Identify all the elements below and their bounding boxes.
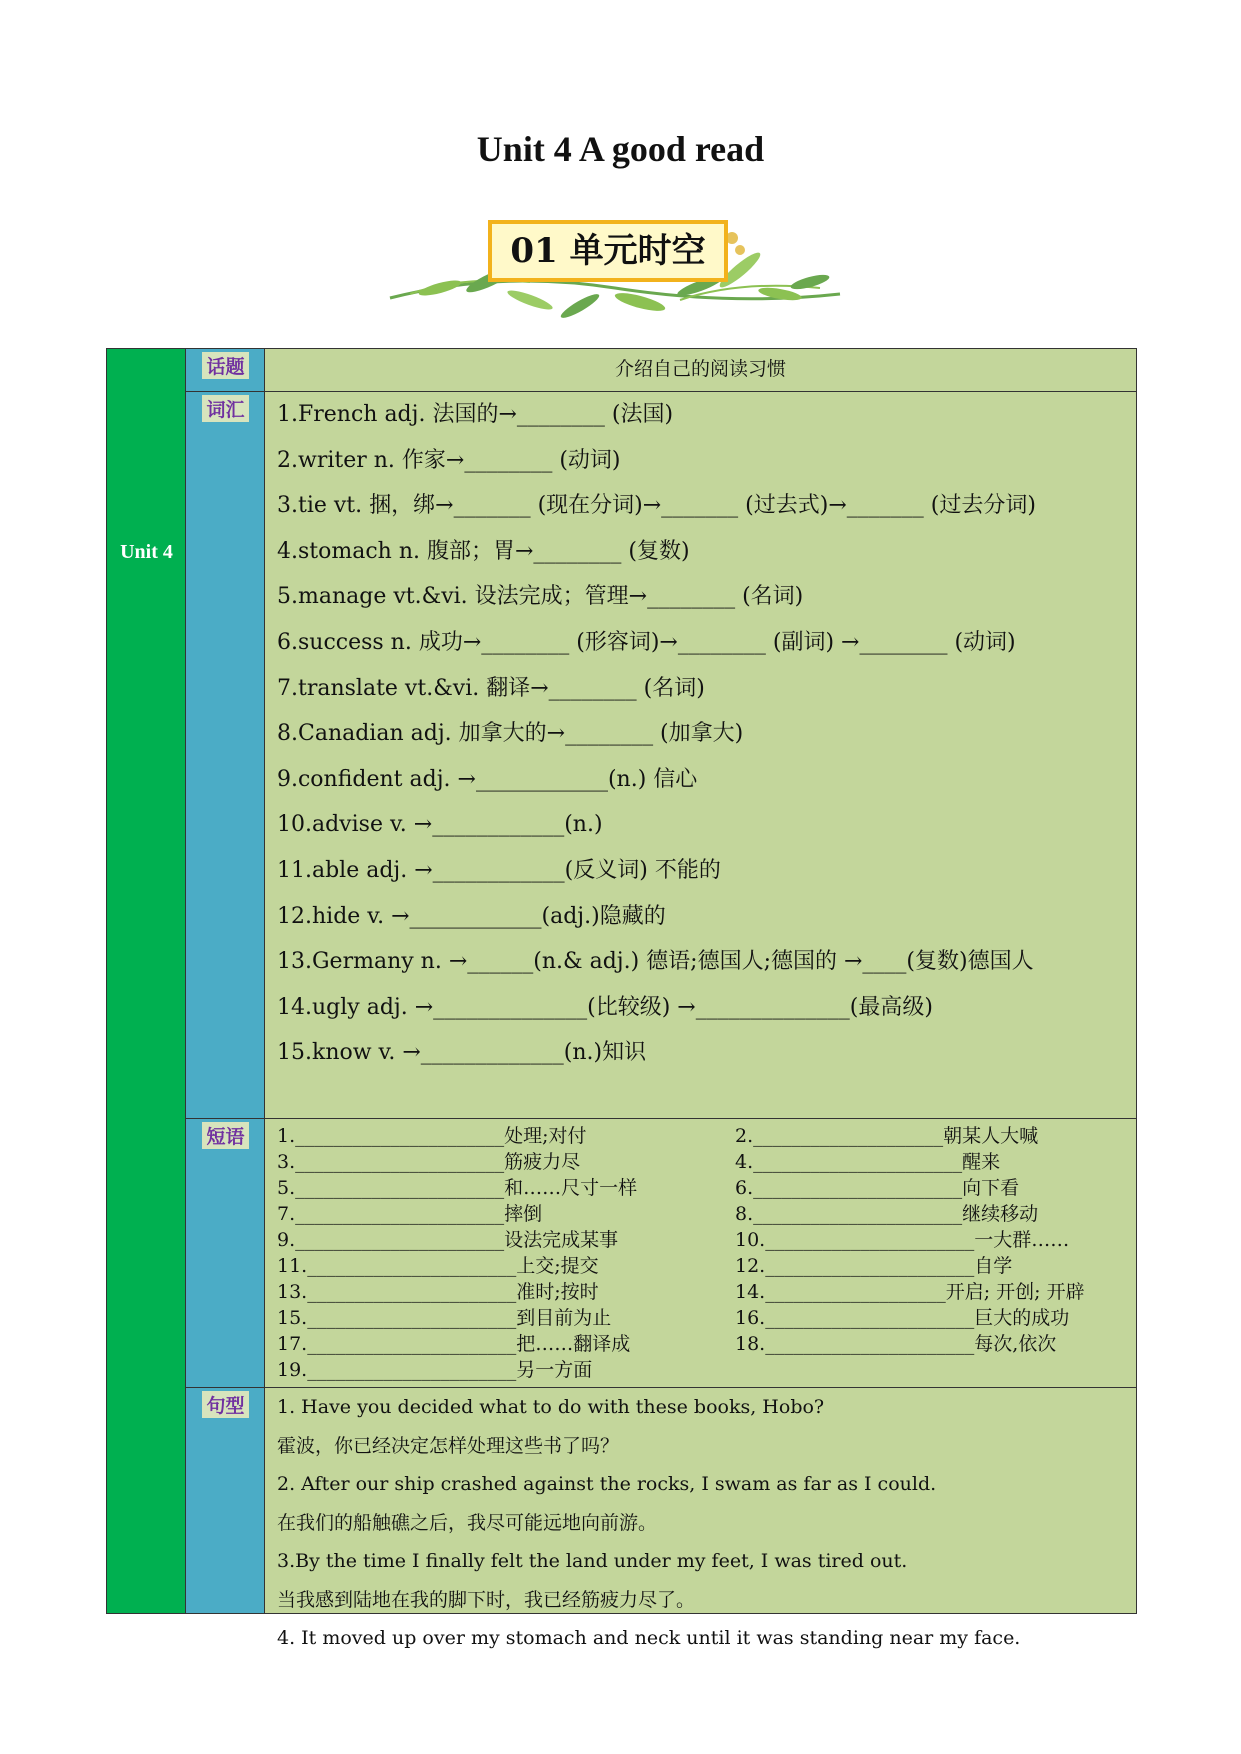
phrase-item: 10.______________________一大群……: [735, 1229, 1070, 1251]
sentence-translation: 当我感到陆地在我的脚下时，我已经筋疲力尽了。: [277, 1588, 696, 1611]
vocab-item: 7.translate vt.&vi. 翻译→________ (名词): [277, 675, 705, 701]
vocab-item: 10.advise v. →____________(n.): [277, 812, 603, 838]
sentence-item: 1. Have you decided what to do with these books, Hobo?: [277, 1396, 825, 1418]
sentence-item: 2. After our ship crashed against the rocks, I swam as far as I could.: [277, 1473, 937, 1495]
sentence-item: 3.By the time I finally felt the land under my feet, I was tired out.: [277, 1550, 908, 1572]
sentence-item: 4. It moved up over my stomach and neck until it was standing near my face.: [277, 1627, 1021, 1649]
phrase-item: 4.______________________醒来: [735, 1151, 1001, 1173]
phrase-item: 3.______________________筋疲力尽: [277, 1151, 581, 1173]
banner-label: 01 单元时空: [488, 220, 728, 282]
vocab-item: 6.success n. 成功→________ (形容词)→________ (副词) →________ (动词): [277, 629, 1016, 655]
vocab-item: 15.know v. →_____________(n.)知识: [277, 1040, 647, 1066]
sentence-translation: 霍波，你已经决定怎样处理这些书了吗？: [277, 1434, 620, 1457]
vocab-item: 12.hide v. →____________(adj.)隐藏的: [277, 903, 666, 929]
unit-summary-table: [106, 348, 1137, 1649]
sentence-translation: 在我们的船触礁之后，我尽可能远地向前游。: [277, 1511, 658, 1534]
category-vocab: 词汇: [186, 392, 265, 422]
category-topic: 话题: [186, 349, 265, 379]
vocab-item: 5.manage vt.&vi. 设法完成；管理→________ (名词): [277, 584, 804, 610]
vocab-item: 11.able adj. →____________(反义词) 不能的: [277, 857, 721, 883]
phrase-item: 8.______________________继续移动: [735, 1203, 1039, 1225]
category-sentences: 句型: [186, 1388, 265, 1418]
page-title: Unit 4 A good read: [476, 129, 765, 169]
phrase-item: 16.______________________巨大的成功: [735, 1307, 1070, 1329]
section-banner: [380, 210, 850, 330]
vocab-item: 1.French adj. 法国的→________ (法国): [277, 402, 674, 427]
phrase-item: 7.______________________摔倒: [277, 1203, 543, 1225]
phrase-item: 19.______________________另一方面: [277, 1359, 593, 1381]
vocab-item: 4.stomach n. 腹部；胃→________ (复数): [277, 538, 690, 564]
topic-text: 介绍自己的阅读习惯: [614, 358, 786, 380]
phrase-item: 17.______________________把……翻译成: [277, 1333, 631, 1355]
category-phrases: 短语: [186, 1119, 265, 1149]
phrases-cell: [265, 1119, 1136, 1387]
phrase-item: 1.______________________处理;对付: [277, 1125, 587, 1147]
sentences-cell: [265, 1388, 1136, 1649]
phrase-item: 9.______________________设法完成某事: [277, 1229, 619, 1251]
vocab-item: 9.confident adj. →____________(n.) 信心: [277, 766, 698, 792]
vocab-item: 3.tie vt. 捆，绑→_______ (现在分词)→_______ (过去式)→_______ (过去分词): [277, 493, 1036, 519]
phrase-item: 12.______________________自学: [735, 1255, 1013, 1277]
unit-label: Unit 4: [120, 541, 173, 563]
phrase-item: 5.______________________和……尺寸一样: [277, 1177, 638, 1199]
phrase-item: 13.______________________准时;按时: [277, 1281, 599, 1303]
phrase-item: 18.______________________每次,依次: [735, 1333, 1057, 1355]
vocab-cell: [265, 392, 1136, 1118]
phrase-item: 14.___________________开启; 开创; 开辟: [735, 1281, 1085, 1303]
vocab-item: 14.ugly adj. →______________(比较级) →______________(最高级): [277, 994, 933, 1020]
topic-cell: [265, 349, 1136, 391]
vocab-item: 13.Germany n. →______(n.& adj.) 德语;德国人;德国的 →____(复数)德国人: [277, 949, 1034, 975]
phrase-item: 11.______________________上交;提交: [277, 1255, 599, 1277]
phrase-item: 2.____________________朝某人大喊: [735, 1125, 1039, 1147]
phrase-item: 15.______________________到目前为止: [277, 1307, 612, 1329]
category-column: [186, 349, 265, 1613]
vocab-item: 2.writer n. 作家→________ (动词): [277, 447, 621, 473]
vocab-item: 8.Canadian adj. 加拿大的→________ (加拿大): [277, 721, 744, 747]
phrase-item: 6.______________________向下看: [735, 1177, 1020, 1199]
